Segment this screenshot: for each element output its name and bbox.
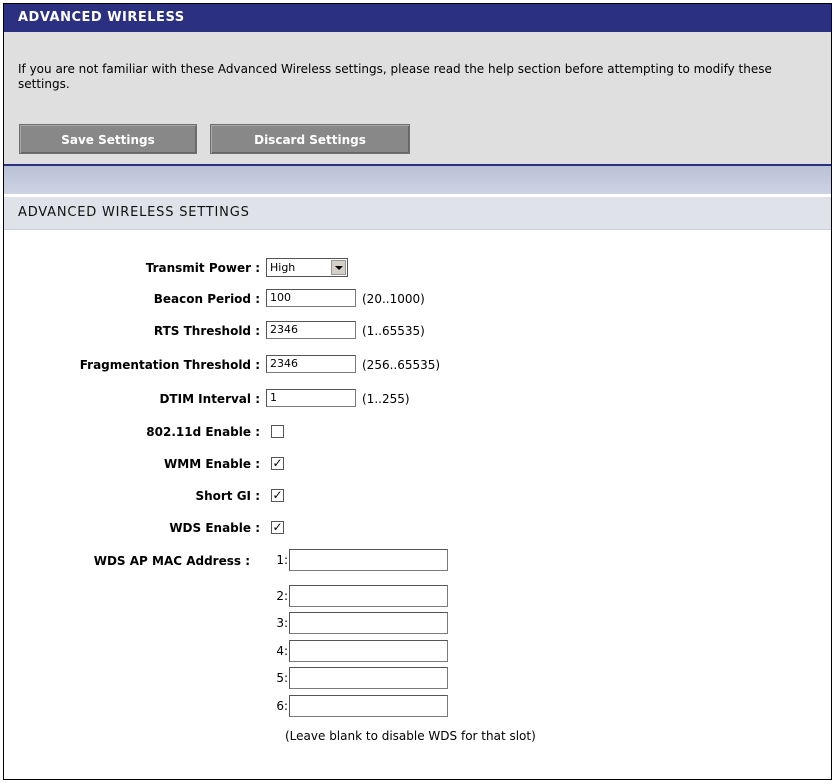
wds-mac-slot-5 bbox=[266, 667, 448, 689]
wds-enable-row bbox=[4, 517, 804, 539]
gradient-band bbox=[4, 166, 831, 194]
wds-enable-label: WDS Enable : bbox=[169, 521, 260, 535]
wmm-enable-row bbox=[4, 453, 804, 475]
dtim-interval-range: (1..255) bbox=[362, 392, 410, 406]
section-title: ADVANCED WIRELESS SETTINGS bbox=[4, 197, 831, 230]
short-gi-row bbox=[4, 485, 804, 507]
wds-note: (Leave blank to disable WDS for that slot) bbox=[285, 729, 536, 743]
transmit-power-value: High bbox=[270, 261, 296, 274]
dtim-interval-row bbox=[4, 388, 804, 410]
beacon-period-input[interactable]: 100 bbox=[266, 289, 356, 307]
wmm-enable-label: WMM Enable : bbox=[164, 457, 260, 471]
rts-threshold-input[interactable]: 2346 bbox=[266, 321, 356, 339]
wds-slot-number: 6: bbox=[276, 699, 288, 713]
transmit-power-label: Transmit Power : bbox=[145, 261, 260, 275]
advanced-wireless-frame bbox=[3, 3, 832, 780]
save-settings-button[interactable]: Save Settings bbox=[19, 124, 197, 154]
fragmentation-threshold-input[interactable]: 2346 bbox=[266, 355, 356, 373]
wds-mac-slot-1 bbox=[266, 549, 448, 571]
wds-mac-input-3[interactable] bbox=[289, 612, 448, 634]
wds-enable-checkbox[interactable]: ✓ bbox=[272, 520, 283, 534]
fragmentation-threshold-range: (256..65535) bbox=[362, 358, 441, 372]
wds-slot-number: 4: bbox=[276, 644, 288, 658]
page-title: ADVANCED WIRELESS bbox=[4, 4, 831, 32]
short-gi-label: Short GI : bbox=[195, 489, 260, 503]
wmm-enable-checkbox[interactable]: ✓ bbox=[272, 456, 283, 470]
rts-threshold-range: (1..65535) bbox=[362, 324, 425, 338]
wds-mac-input-6[interactable] bbox=[289, 695, 448, 717]
chevron-down-icon[interactable] bbox=[331, 260, 346, 275]
wds-mac-input-4[interactable] bbox=[289, 640, 448, 662]
wds-slot-number: 1: bbox=[276, 553, 288, 567]
beacon-period-row bbox=[4, 288, 804, 310]
wds-mac-slot-3 bbox=[266, 612, 448, 634]
dtim-interval-input[interactable]: 1 bbox=[266, 389, 356, 407]
fragmentation-threshold-label: Fragmentation Threshold : bbox=[79, 358, 260, 372]
intro-text: If you are not familiar with these Advanced Wireless settings, please read the help section before attempting to modify these settings. bbox=[18, 62, 772, 91]
wds-mac-input-2[interactable] bbox=[289, 585, 448, 607]
80211d-enable-row bbox=[4, 421, 804, 443]
discard-settings-button[interactable]: Discard Settings bbox=[210, 124, 410, 154]
wds-mac-slot-2 bbox=[266, 585, 448, 607]
rts-threshold-label: RTS Threshold : bbox=[153, 324, 260, 338]
beacon-period-label: Beacon Period : bbox=[153, 292, 260, 306]
dtim-interval-label: DTIM Interval : bbox=[159, 392, 260, 406]
transmit-power-select[interactable] bbox=[266, 258, 348, 277]
80211d-enable-checkbox[interactable] bbox=[271, 425, 284, 438]
fragmentation-threshold-row bbox=[4, 354, 804, 376]
advanced-wireless-panel bbox=[4, 4, 831, 164]
wds-mac-label: WDS AP MAC Address : bbox=[93, 554, 250, 568]
short-gi-checkbox[interactable]: ✓ bbox=[272, 488, 283, 502]
80211d-enable-label: 802.11d Enable : bbox=[146, 425, 260, 439]
wds-slot-number: 3: bbox=[276, 616, 288, 630]
wds-mac-slot-6 bbox=[266, 695, 448, 717]
beacon-period-range: (20..1000) bbox=[362, 292, 425, 306]
transmit-power-row bbox=[4, 257, 804, 279]
wds-slot-number: 5: bbox=[276, 671, 288, 685]
wds-mac-input-1[interactable] bbox=[289, 549, 448, 571]
wds-mac-label-row bbox=[4, 550, 260, 572]
wds-mac-slot-4 bbox=[266, 640, 448, 662]
wds-mac-input-5[interactable] bbox=[289, 667, 448, 689]
rts-threshold-row bbox=[4, 320, 804, 342]
wds-slot-number: 2: bbox=[276, 589, 288, 603]
